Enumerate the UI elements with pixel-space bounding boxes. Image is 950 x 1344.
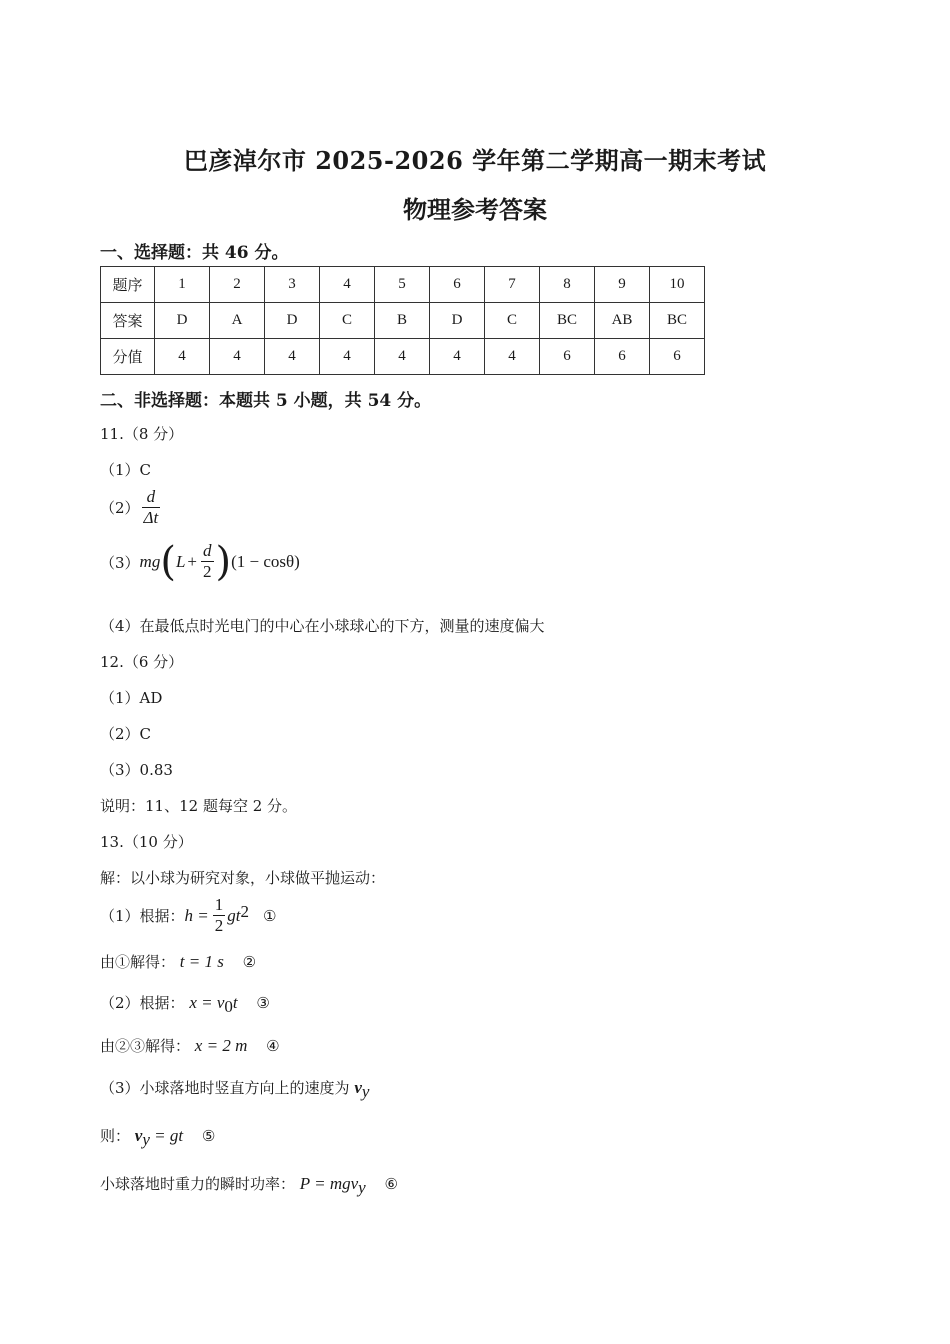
formula: P = mgv	[299, 1174, 359, 1193]
fraction-denominator: 2	[214, 915, 224, 935]
q13-step-6	[100, 1125, 215, 1150]
table-cell: 4	[320, 267, 375, 303]
formula-subscript: 0	[224, 997, 233, 1016]
row-label: 题序	[101, 267, 155, 303]
table-cell: 4	[430, 339, 485, 375]
q11-answer-3	[100, 539, 300, 585]
fraction-denominator: Δt	[143, 507, 159, 527]
table-cell: 4	[375, 339, 430, 375]
step-label: （3）小球落地时竖直方向上的速度为	[100, 1079, 350, 1097]
table-cell: 2	[210, 267, 265, 303]
step-label: 则：	[100, 1127, 131, 1145]
formula-mg: mg	[139, 552, 161, 571]
equation-marker: ⑥	[384, 1175, 398, 1193]
q12-answer-1: （1）AD	[100, 689, 163, 707]
table-cell: D	[265, 303, 320, 339]
q13-step-3	[100, 992, 270, 1017]
table-cell: 8	[540, 267, 595, 303]
table-cell: 4	[155, 339, 210, 375]
formula-v: v	[354, 1078, 362, 1097]
fraction	[213, 896, 226, 935]
q12-note: 说明：11、12 题每空 2 分。	[100, 797, 298, 815]
formula-subscript: y	[361, 1082, 370, 1101]
formula-rhs: = gt	[149, 1126, 184, 1145]
equation-marker: ①	[263, 906, 277, 925]
q13-header: 13.（10 分）	[100, 833, 193, 851]
step-label: （2）根据：	[100, 994, 185, 1012]
section-nonchoice-heading: 二、非选择题：本题共 5 小题，共 54 分。	[100, 391, 432, 411]
formula-rhs: gt	[227, 905, 241, 925]
table-cell: 4	[320, 339, 375, 375]
q11-answer-1: （1）C	[100, 461, 152, 479]
fraction-denominator: 2	[203, 562, 212, 582]
table-cell: 6	[540, 339, 595, 375]
fraction	[201, 542, 214, 581]
row-label: 答案	[101, 303, 155, 339]
equation-marker: ⑤	[201, 1127, 216, 1145]
table-cell: 3	[265, 267, 320, 303]
fraction	[142, 488, 161, 527]
fraction-numerator: d	[203, 541, 212, 561]
table-cell: AB	[595, 303, 650, 339]
formula-v: v	[134, 1126, 143, 1145]
formula-exponent: 2	[240, 902, 250, 921]
q12-header: 12.（6 分）	[100, 653, 184, 671]
answer-label: （2）	[100, 499, 140, 518]
formula-subscript: y	[142, 1130, 150, 1149]
table-cell: 6	[595, 339, 650, 375]
q12-answer-2: （2）C	[100, 725, 152, 743]
equation-marker: ②	[242, 953, 257, 971]
formula-cos-term: (1 − cosθ)	[231, 552, 300, 571]
table-cell: B	[375, 303, 430, 339]
right-paren: )	[215, 539, 232, 585]
table-cell: 6	[430, 267, 485, 303]
q13-step-4	[100, 1035, 280, 1056]
answer-label: （3）	[100, 553, 140, 572]
fraction-numerator: d	[146, 487, 156, 506]
formula-L: L	[175, 552, 186, 571]
q13-intro: 解：以小球为研究对象，小球做平抛运动：	[100, 869, 386, 887]
q12-answer-3: （3）0.83	[100, 761, 173, 779]
q13-step-5	[100, 1077, 369, 1102]
q11-header: 11.（8 分）	[100, 425, 184, 443]
formula-b: t	[232, 993, 238, 1012]
table-row	[101, 303, 705, 339]
formula-lhs: h =	[184, 905, 209, 925]
formula: t = 1 s	[179, 952, 224, 971]
table-cell: D	[430, 303, 485, 339]
table-cell: A	[210, 303, 265, 339]
table-cell: C	[320, 303, 375, 339]
table-cell: 4	[485, 339, 540, 375]
equation-marker: ④	[266, 1037, 280, 1055]
table-cell: 10	[650, 267, 705, 303]
q11-answer-4: （4）在最低点时光电门的中心在小球球心的下方，测量的速度偏大	[100, 617, 545, 635]
table-cell: 4	[210, 339, 265, 375]
table-cell: 1	[155, 267, 210, 303]
formula-subscript: y	[358, 1178, 366, 1197]
fraction-numerator: 1	[214, 895, 224, 914]
q13-step-2	[100, 951, 256, 972]
page-title: 巴彦淖尔市 2025-2026 学年第二学期高一期末考试	[183, 146, 767, 175]
step-label: 小球落地时重力的瞬时功率：	[100, 1175, 296, 1193]
table-cell: 7	[485, 267, 540, 303]
formula: x = 2 m	[194, 1036, 248, 1055]
row-label: 分值	[101, 339, 155, 375]
formula-a: x = v	[189, 993, 225, 1012]
step-label: （1）根据：	[100, 907, 185, 926]
table-cell: BC	[540, 303, 595, 339]
table-cell: D	[155, 303, 210, 339]
answer-table	[100, 266, 705, 375]
table-cell: C	[485, 303, 540, 339]
step-label: 由②③解得：	[100, 1037, 191, 1055]
section-choice-heading: 一、选择题：共 46 分。	[100, 243, 289, 263]
step-label: 由①解得：	[100, 953, 176, 971]
page-subtitle: 物理参考答案	[403, 195, 547, 224]
table-cell: 5	[375, 267, 430, 303]
q13-step-7	[100, 1173, 398, 1198]
equation-marker: ③	[256, 994, 270, 1012]
table-cell: BC	[650, 303, 705, 339]
table-cell: 9	[595, 267, 650, 303]
table-row	[101, 339, 705, 375]
left-paren: (	[160, 539, 176, 585]
q11-answer-2	[100, 488, 162, 527]
q13-step-1	[100, 896, 276, 935]
table-cell: 4	[265, 339, 320, 375]
formula-plus: +	[187, 552, 197, 571]
table-row	[101, 267, 705, 303]
table-cell: 6	[650, 339, 705, 375]
